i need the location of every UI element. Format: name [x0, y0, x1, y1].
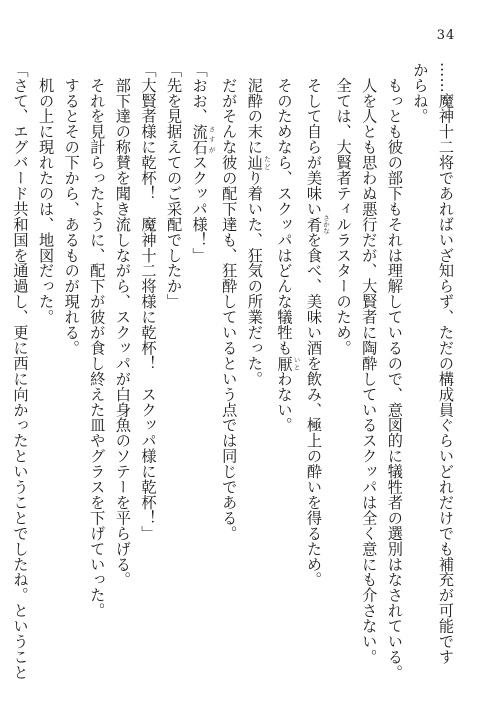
text-line: ……魔神十二将であればいざ知らず、ただの構成員ぐらいどれだけでも補充が可能です [437, 62, 455, 665]
ruby-annotation: 辿 たど [245, 154, 271, 171]
text-line: 「おお、流石 さすがスクッパ様！」 [190, 62, 216, 263]
text-line: そして自らが美味い肴 さかなを食べ、美味い酒を飲み、極上の酔いを得るため。 [305, 62, 331, 588]
text-line: もっとも彼の部下もそれは理解しているので、意図的に犠牲者の選別はなされている。 [385, 62, 404, 680]
ruby-annotation: 流石 さすが [190, 123, 216, 155]
text-line: そのためなら、スクッパはどんな犠牲も厭 いとわない。 [275, 62, 301, 433]
text-line: 全ては、大賢者ティルラスターのため。 [334, 62, 353, 356]
text-line: 「先を見据えてのご采配でしたか」 [165, 62, 184, 310]
text-line: それを見計らったように、配下が彼が食し終えた皿やグラスを下げていった。 [88, 62, 107, 619]
text-line: からね。 [411, 62, 430, 124]
text-line: だがそんな彼の配下達も、狂酔しているという点では同じである。 [220, 62, 239, 541]
ruby-annotation: 厭 いと [275, 355, 301, 372]
vertical-text-block [11, 62, 458, 680]
text-line: 部下達の称賛を聞き流しながら、スクッパが白身魚のソテーを平らげる。 [113, 62, 132, 588]
text-line: 人を人とも思わぬ悪行だが、大賢者に陶酔しているスクッパは全く意にも介さない。 [360, 62, 379, 665]
text-line: 机の上に現れたのは、地図だった。 [37, 62, 56, 325]
page-number: 34 [436, 28, 456, 43]
text-line: 泥酔の末に辿 たどり着いた、狂気の所業だった。 [245, 62, 271, 387]
text-line: 「さて、エグバード共和国を通過し、更に西に向かったということでしたね。ということ [11, 62, 30, 680]
ruby-annotation: 肴 さかな [305, 214, 331, 234]
text-line: するとその下から、あるものが現れる。 [62, 62, 81, 356]
text-line: 「大賢者様に乾杯！ 魔神十二将様に乾杯！ スクッパ様に乾杯！」 [139, 62, 158, 541]
